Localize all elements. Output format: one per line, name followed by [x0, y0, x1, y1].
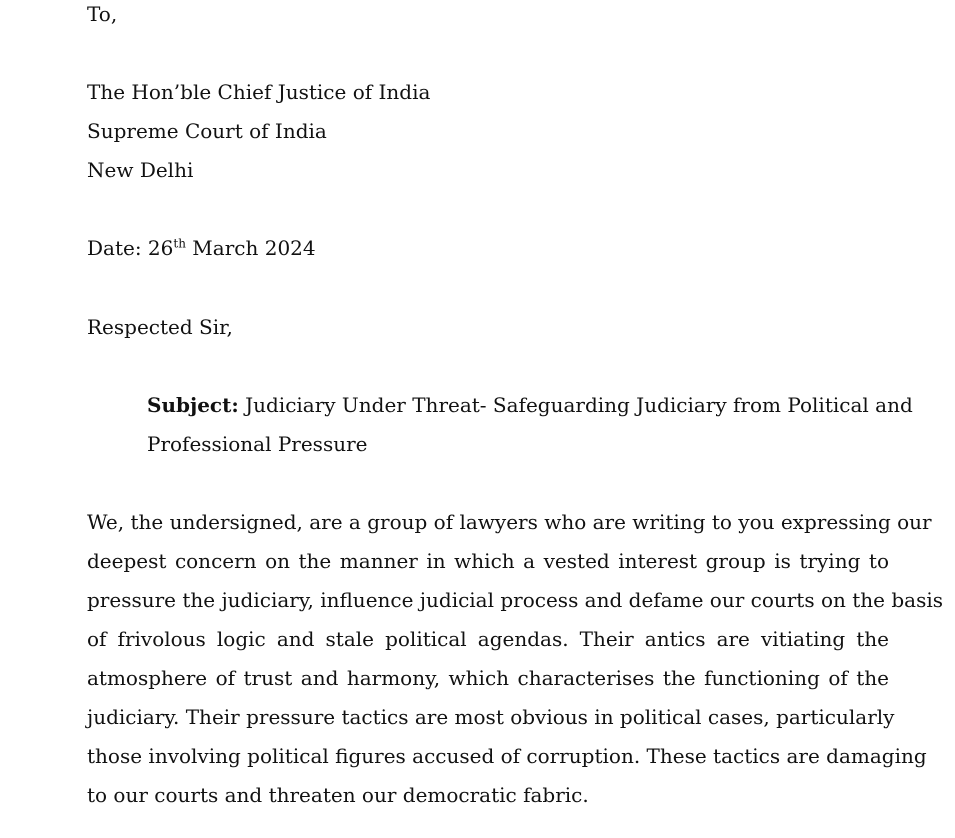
subject-line-2: Professional Pressure — [147, 432, 368, 456]
salutation-to: To, — [87, 2, 118, 26]
body-line: of frivolous logic and stale political agendas. Their antics are vitiating the — [87, 627, 889, 651]
date-rest: March 2024 — [185, 236, 316, 260]
recipient-city: New Delhi — [87, 158, 194, 182]
letter-date — [87, 238, 316, 258]
body-line: deepest concern on the manner in which a vested interest group is trying to — [87, 549, 889, 573]
subject-line-1 — [147, 386, 913, 425]
greeting: Respected Sir, — [87, 315, 233, 339]
body-line: pressure the judiciary, influence judicial process and defame our courts on the basis — [87, 588, 943, 612]
subject-label: Subject: — [147, 393, 239, 417]
body-line: judiciary. Their pressure tactics are most obvious in political cases, particularly — [87, 705, 895, 729]
date-ordinal: th — [173, 236, 186, 251]
body-line: to our courts and threaten our democratic fabric. — [87, 783, 589, 807]
recipient-title: The Hon’ble Chief Justice of India — [87, 80, 431, 104]
body-line: those involving political figures accused of corruption. These tactics are damaging — [87, 744, 927, 768]
subject-text-1: Judiciary Under Threat- Safeguarding Judiciary from Political and — [238, 393, 913, 417]
date-label: Date: 26 — [87, 236, 174, 260]
body-line: We, the undersigned, are a group of lawyers who are writing to you expressing our — [87, 510, 932, 534]
recipient-court: Supreme Court of India — [87, 119, 327, 143]
body-line: atmosphere of trust and harmony, which characterises the functioning of the — [87, 666, 889, 690]
